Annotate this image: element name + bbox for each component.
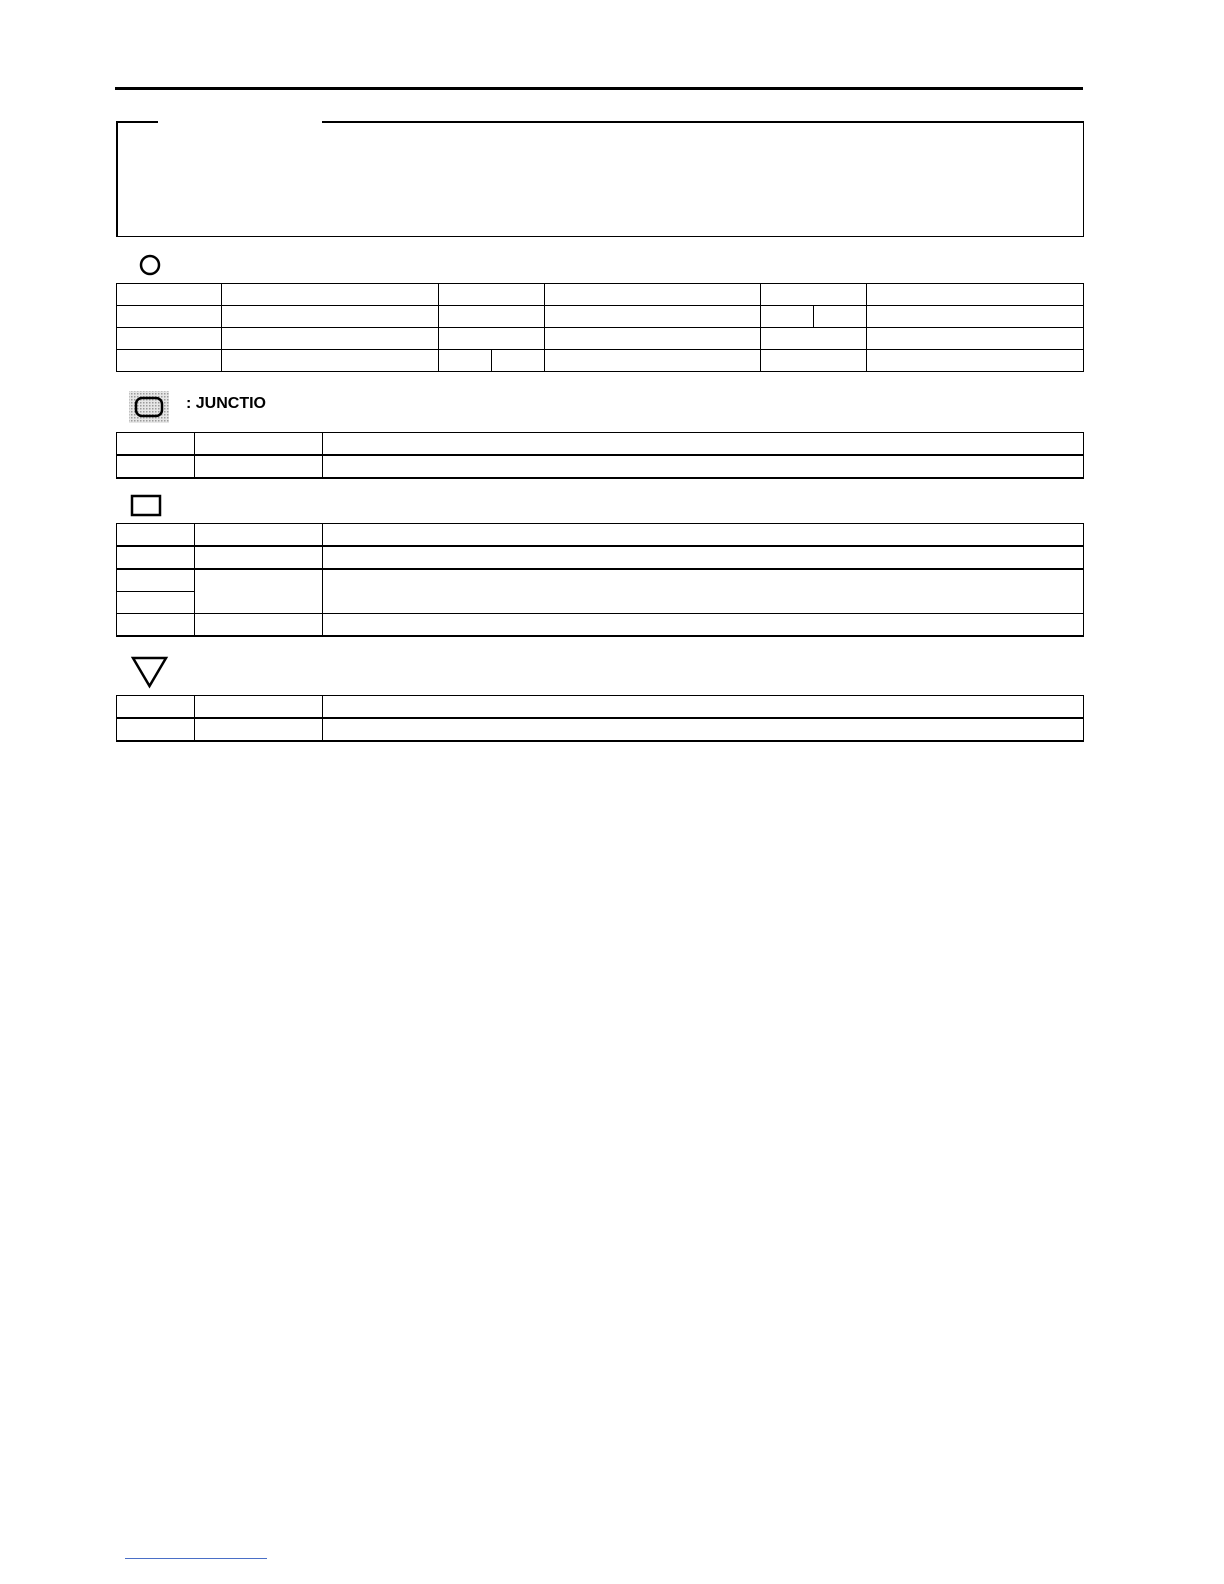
table-cell xyxy=(867,350,1084,372)
connector-table xyxy=(116,283,1084,372)
table-cell xyxy=(545,284,761,306)
table-cell xyxy=(761,350,867,372)
rectangle-icon xyxy=(130,494,162,518)
table-row xyxy=(117,284,1084,306)
table-cell xyxy=(222,328,439,350)
table-cell xyxy=(761,284,867,306)
table-row xyxy=(117,546,1084,569)
table-cell xyxy=(117,455,195,478)
component-table xyxy=(116,523,1084,637)
table-cell xyxy=(222,284,439,306)
table-cell xyxy=(323,569,1084,614)
circle-icon xyxy=(138,254,162,278)
table-cell xyxy=(323,433,1084,456)
table-row xyxy=(117,696,1084,719)
table-cell xyxy=(545,328,761,350)
table-cell xyxy=(195,569,323,614)
table-cell xyxy=(117,306,222,328)
table-cell xyxy=(117,569,195,592)
table-cell xyxy=(323,524,1084,547)
table-cell xyxy=(867,284,1084,306)
table-cell xyxy=(323,546,1084,569)
table-cell xyxy=(195,455,323,478)
table-cell xyxy=(323,696,1084,719)
table-cell xyxy=(195,524,323,547)
table-cell xyxy=(117,524,195,547)
table-cell xyxy=(117,718,195,741)
table-cell xyxy=(195,718,323,741)
table-cell xyxy=(195,546,323,569)
table-cell xyxy=(117,328,222,350)
table-cell xyxy=(492,350,545,372)
info-frame xyxy=(116,121,1084,237)
table-cell xyxy=(117,284,222,306)
table-cell xyxy=(439,350,492,372)
table-cell xyxy=(323,614,1084,637)
table-cell xyxy=(867,306,1084,328)
table-cell xyxy=(117,546,195,569)
table-row xyxy=(117,433,1084,456)
ground-table xyxy=(116,695,1084,742)
table-cell xyxy=(867,328,1084,350)
table-cell xyxy=(195,433,323,456)
table-cell xyxy=(117,614,195,637)
frame-top-border-right xyxy=(322,121,1083,123)
table-row xyxy=(117,328,1084,350)
table-cell xyxy=(323,718,1084,741)
table-cell xyxy=(323,455,1084,478)
table-cell xyxy=(195,696,323,719)
top-rule xyxy=(115,87,1083,90)
table-cell xyxy=(222,306,439,328)
table-row xyxy=(117,569,1084,592)
junction-section-label: : JUNCTIO xyxy=(186,395,266,412)
table-row xyxy=(117,455,1084,478)
table-cell xyxy=(117,433,195,456)
table-cell xyxy=(195,614,323,637)
table-cell xyxy=(761,328,867,350)
triangle-down-icon xyxy=(130,655,170,691)
table-cell xyxy=(545,350,761,372)
table-cell xyxy=(222,350,439,372)
footer-link-rule[interactable] xyxy=(125,1558,267,1559)
table-row xyxy=(117,306,1084,328)
table-row xyxy=(117,718,1084,741)
table-cell xyxy=(439,284,545,306)
table-cell xyxy=(439,328,545,350)
junction-table xyxy=(116,432,1084,479)
table-cell xyxy=(117,696,195,719)
table-row xyxy=(117,614,1084,637)
frame-title xyxy=(160,112,320,130)
table-row xyxy=(117,524,1084,547)
frame-top-border-left xyxy=(116,121,158,123)
junction-block-icon xyxy=(128,390,170,424)
table-cell xyxy=(439,306,545,328)
table-row xyxy=(117,350,1084,372)
table-cell xyxy=(814,306,867,328)
table-cell xyxy=(117,350,222,372)
table-cell xyxy=(545,306,761,328)
table-cell xyxy=(761,306,814,328)
table-cell xyxy=(117,592,195,614)
